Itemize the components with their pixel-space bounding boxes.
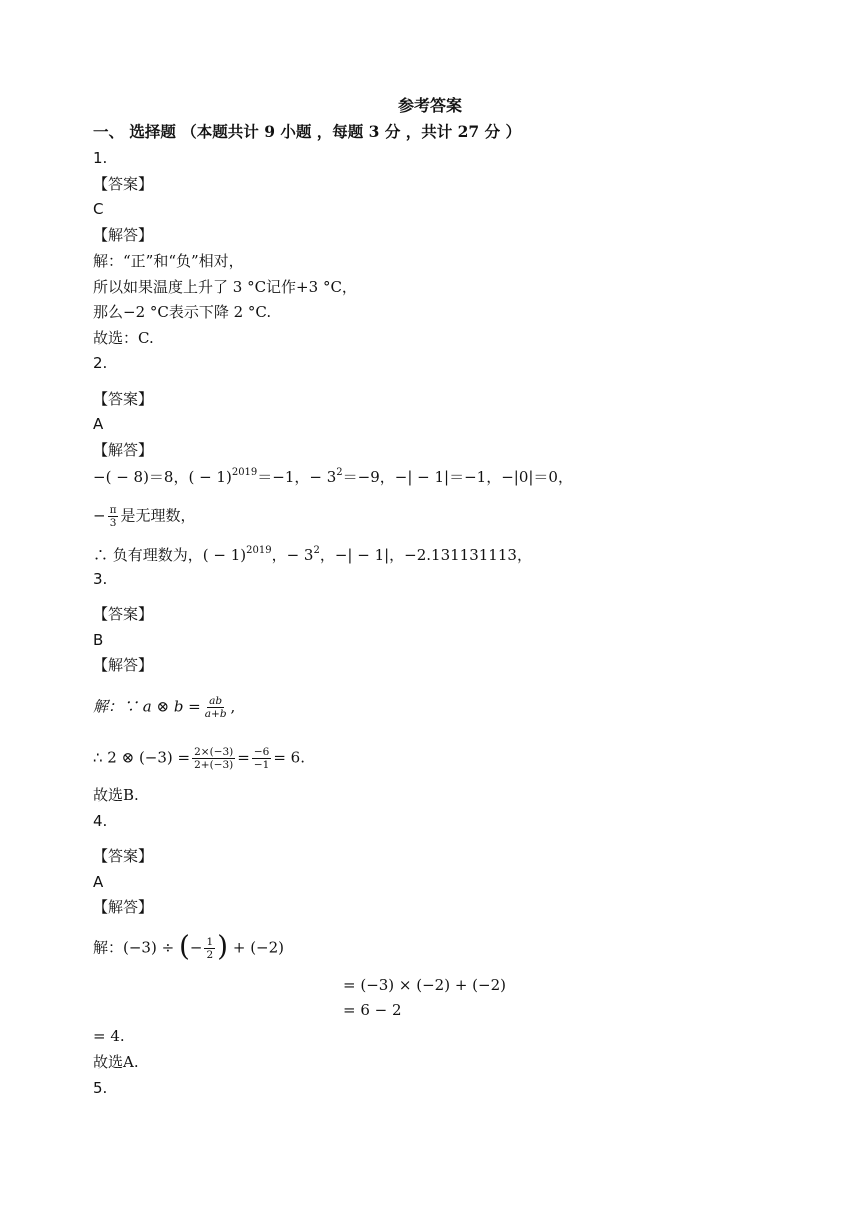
q2-exponent: 2019 bbox=[231, 467, 258, 478]
fraction-denominator: −1 bbox=[253, 759, 270, 771]
q4-calc-end: + (−2) bbox=[232, 938, 285, 957]
fraction-numerator: ab bbox=[209, 695, 223, 707]
fraction-numerator: 1 bbox=[206, 936, 214, 948]
q3-number: 3. bbox=[93, 570, 108, 588]
fraction-numerator: π bbox=[109, 504, 117, 516]
fraction-numerator: 2×(−3) bbox=[194, 746, 234, 758]
q1-line-1: 解：“正”和“负”相对， bbox=[93, 252, 244, 270]
q4-answer-label: 【答案】 bbox=[93, 847, 154, 865]
q3-result: = 6. bbox=[273, 748, 305, 767]
q2-line-1 bbox=[93, 467, 573, 487]
q4-line-4: = 4. bbox=[93, 1027, 125, 1045]
fraction-denominator: a+b bbox=[204, 708, 227, 720]
q2-line-2 bbox=[93, 504, 196, 529]
q2-line-3-part: ，−| − 1|，−2.131131113， bbox=[319, 546, 532, 564]
q4-calc-start: 解：(−3) ÷ bbox=[93, 938, 175, 957]
q3-analysis-label: 【解答】 bbox=[93, 656, 154, 674]
q2-line-3-part: ，− 3 bbox=[271, 546, 314, 564]
q2-number: 2. bbox=[93, 354, 108, 372]
q3-fraction-1 bbox=[192, 746, 235, 771]
q2-line-1-part: ＝−9，−| − 1|＝−1，−|0|＝0， bbox=[342, 468, 573, 486]
q2-line-3-part: ∴ 负有理数为，( − 1) bbox=[93, 546, 247, 564]
q3-line-3: 故选B. bbox=[93, 786, 139, 804]
q3-equals: = bbox=[237, 748, 250, 767]
q2-exponent: 2 bbox=[313, 545, 320, 556]
q4-line-2: = (−3) × (−2) + (−2) bbox=[343, 976, 506, 994]
q3-answer-label: 【答案】 bbox=[93, 605, 154, 623]
q3-line-1 bbox=[93, 695, 235, 720]
q3-answer: B bbox=[93, 631, 104, 649]
q2-line-1-part: −( − 8)＝8，( − 1) bbox=[93, 468, 232, 486]
fraction-denominator: 2+(−3) bbox=[194, 759, 234, 771]
q2-line-3 bbox=[93, 545, 532, 565]
q2-line-2-text: 是无理数， bbox=[120, 506, 196, 525]
q1-line-4: 故选：C. bbox=[93, 329, 154, 347]
q1-line-3: 那么−2 °C表示下降 2 °C. bbox=[93, 303, 272, 321]
q1-number: 1. bbox=[93, 149, 108, 167]
q3-definition: 解：∵ a ⊗ b = bbox=[93, 697, 201, 716]
q1-analysis-label: 【解答】 bbox=[93, 226, 154, 244]
q2-line-1-part: ＝−1，− 3 bbox=[257, 468, 337, 486]
fraction-numerator: −6 bbox=[253, 746, 270, 758]
q5-number: 5. bbox=[93, 1079, 108, 1097]
q4-half-fraction bbox=[204, 936, 215, 961]
q4-minus: − bbox=[189, 938, 203, 957]
q3-line-2 bbox=[93, 746, 305, 771]
q3-ab-fraction bbox=[203, 695, 229, 720]
q1-line-2: 所以如果温度上升了 3 °C记作+3 °C， bbox=[93, 278, 357, 296]
fraction-denominator: 2 bbox=[206, 949, 214, 961]
q3-comma: , bbox=[230, 697, 236, 716]
q2-exponent: 2 bbox=[336, 467, 343, 478]
q2-answer-label: 【答案】 bbox=[93, 390, 154, 408]
q4-left-paren: ( bbox=[178, 929, 190, 963]
q1-answer-label: 【答案】 bbox=[93, 175, 154, 193]
q2-answer: A bbox=[93, 415, 104, 433]
page-title: 参考答案 bbox=[397, 96, 462, 115]
q2-analysis-label: 【解答】 bbox=[93, 441, 154, 459]
q3-calc-start: ∴ 2 ⊗ (−3) = bbox=[93, 748, 191, 767]
q4-analysis-label: 【解答】 bbox=[93, 898, 154, 916]
q2-exponent: 2019 bbox=[246, 545, 272, 556]
q4-right-paren: ) bbox=[217, 929, 229, 963]
q4-answer: A bbox=[93, 873, 104, 891]
q4-line-5: 故选A. bbox=[93, 1053, 139, 1071]
q4-number: 4. bbox=[93, 812, 108, 830]
q3-fraction-2 bbox=[252, 746, 271, 771]
q4-line-1 bbox=[93, 929, 285, 963]
q4-line-3: = 6 − 2 bbox=[343, 1001, 402, 1019]
q2-pi-over-3-fraction bbox=[108, 504, 119, 529]
fraction-denominator: 3 bbox=[109, 517, 117, 529]
q1-answer: C bbox=[93, 200, 104, 218]
section-heading: 一、 选择题 （本题共计 9 小题 ，每题 3 分 ，共计 27 分 ） bbox=[93, 122, 521, 141]
q2-minus: − bbox=[93, 506, 106, 525]
